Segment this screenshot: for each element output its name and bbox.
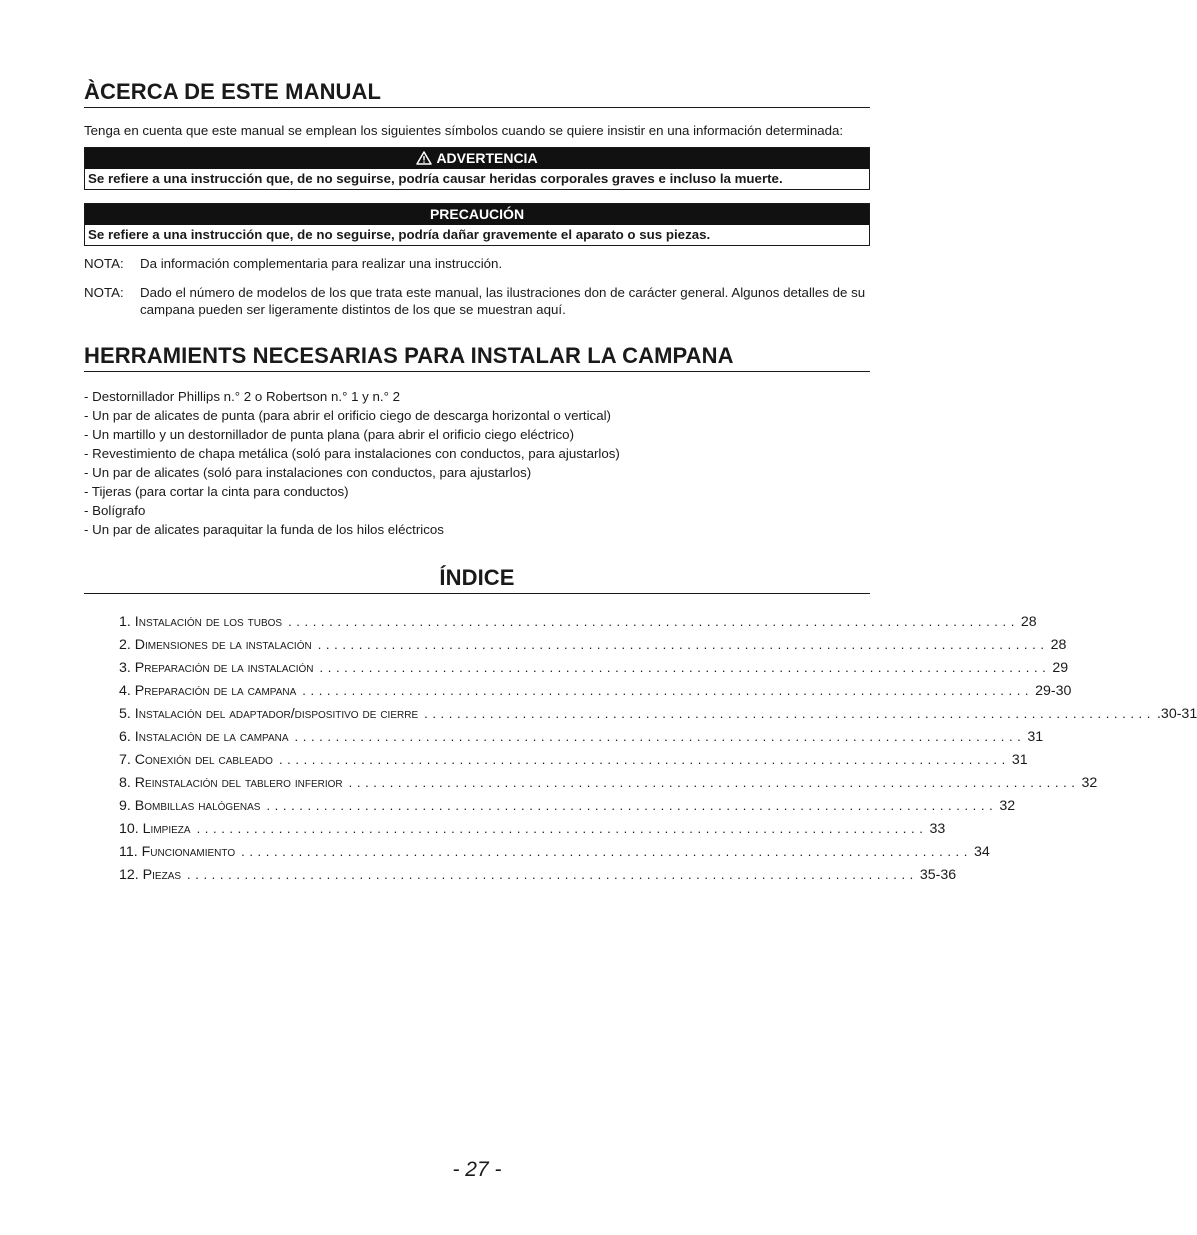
toc-leader: ......................................................................................... xyxy=(348,775,1080,790)
toc-entry[interactable]: 6. Instalación de la campana ......................................................................................... 31 xyxy=(84,725,870,748)
list-item: - Un par de alicates (soló para instalaciones con conductos, para ajustarlos) xyxy=(84,465,532,480)
note-text: Dado el número de modelos de los que trata este manual, las ilustraciones don de carácter general. Algunos detalles de su campana pueden ser ligeramente distintos de los que se muestran aquí. xyxy=(140,285,866,317)
list-item: - Destornillador Phillips n.° 2 o Robertson n.° 1 y n.° 2 xyxy=(84,389,401,404)
toc-page: 28 xyxy=(1020,614,1037,630)
section-heading-about: ÀCERCA DE ESTE MANUAL xyxy=(84,79,870,108)
toc-entry[interactable]: 4. Preparación de la campana ......................................................................................... 29-30 xyxy=(84,679,870,702)
toc-page: 28 xyxy=(1050,637,1067,653)
toc-leader: ......................................................................................... xyxy=(302,683,1034,698)
warning-label: ADVERTENCIA xyxy=(436,150,538,166)
toc-leader: ......................................................................................... xyxy=(187,867,918,882)
toc-page: 32 xyxy=(1081,775,1098,791)
list-item: - Un martillo y un destornillador de punta plana (para abrir el orificio ciego eléctrico) xyxy=(84,427,575,442)
table-of-contents xyxy=(84,610,1197,886)
section-heading-index: ÍNDICE xyxy=(84,565,870,594)
toc-title: Preparación de la instalación xyxy=(134,660,314,676)
toc-title: Funcionamiento xyxy=(141,844,236,860)
toc-entry[interactable]: 5. Instalación del adaptador/dispositivo de cierre ......................................................................................... .30-31 xyxy=(84,702,870,725)
toc-title: Bombillas halógenas xyxy=(134,798,261,814)
toc-leader: ......................................................................................... xyxy=(424,706,1155,721)
toc-entry[interactable]: 9. Bombillas halógenas ......................................................................................... 32 xyxy=(84,794,870,817)
toc-leader: ......................................................................................... xyxy=(278,752,1010,767)
toc-title: Instalación de los tubos xyxy=(134,614,283,630)
toc-title: Instalación de la campana xyxy=(134,729,289,745)
list-item: - Tijeras (para cortar la cinta para conductos) xyxy=(84,484,349,499)
toc-entry[interactable]: 2. Dimensiones de la instalación ......................................................................................... 28 xyxy=(84,633,870,656)
list-item: - Un par de alicates de punta (para abrir el orificio ciego de descarga horizontal o vertical) xyxy=(84,408,611,423)
list-item: - Bolígrafo xyxy=(84,503,146,518)
note-1 xyxy=(84,255,870,272)
intro-text: Tenga en cuenta que este manual se emplean los siguientes símbolos cuando se quiere insistir en una información determinada: xyxy=(84,123,844,138)
toc-entry[interactable]: 12. Piezas ......................................................................................... 35-36 xyxy=(84,863,870,886)
toc-entry[interactable]: 11. Funcionamiento ......................................................................................... 34 xyxy=(84,840,870,863)
toc-title: Instalación del adaptador/dispositivo de cierre xyxy=(134,706,419,722)
toc-entry[interactable]: 7. Conexión del cableado ......................................................................................... 31 xyxy=(84,748,870,771)
note-2 xyxy=(84,284,870,318)
toc-page: 32 xyxy=(999,798,1016,814)
note-label: NOTA: xyxy=(84,256,124,271)
caution-text: Se refiere a una instrucción que, de no seguirse, podría dañar gravemente el aparato o sus piezas. xyxy=(88,227,711,242)
list-item: - Revestimiento de chapa metálica (soló para instalaciones con conductos, para ajustarlos) xyxy=(84,446,620,461)
toc-entry[interactable]: 10. Limpieza ......................................................................................... 33 xyxy=(84,817,870,840)
toc-leader: ......................................................................................... xyxy=(288,614,1019,629)
toc-title: Preparación de la campana xyxy=(134,683,297,699)
warning-box xyxy=(84,147,870,190)
toc-entry[interactable]: 8. Reinstalación del tablero inferior ......................................................................................... 32 xyxy=(84,771,870,794)
note-text: Da información complementaria para realizar una instrucción. xyxy=(140,256,503,271)
list-item: - Un par de alicates paraquitar la funda de los hilos eléctricos xyxy=(84,522,444,537)
toc-leader: ......................................................................................... xyxy=(294,729,1026,744)
toc-leader: ......................................................................................... xyxy=(196,821,928,836)
toc-title: Conexión del cableado xyxy=(134,752,273,768)
toc-title: Dimensiones de la instalación xyxy=(134,637,312,653)
toc-page: 29 xyxy=(1052,660,1069,676)
toc-leader: ......................................................................................... xyxy=(319,660,1051,675)
warning-triangle-icon xyxy=(416,150,432,171)
toc-page: 33 xyxy=(929,821,946,837)
toc-entry[interactable]: 1. Instalación de los tubos ......................................................................................... 28 xyxy=(84,610,870,633)
toc-page: 31 xyxy=(1011,752,1028,768)
toc-title: Reinstalación del tablero inferior xyxy=(134,775,343,791)
caution-header: PRECAUCIÓN xyxy=(85,204,869,225)
toc-page: 31 xyxy=(1027,729,1044,745)
toc-entry[interactable]: 3. Preparación de la instalación ......................................................................................... 29 xyxy=(84,656,870,679)
toc-title: Piezas xyxy=(142,867,182,883)
toc-page: 34 xyxy=(973,844,990,860)
warning-text: Se refiere a una instrucción que, de no seguirse, podría causar heridas corporales graves e incluso la muerte. xyxy=(88,171,783,186)
tools-list xyxy=(84,387,870,539)
page-number: - 27 - xyxy=(452,1158,502,1181)
toc-leader: ......................................................................................... xyxy=(317,637,1049,652)
toc-leader: ......................................................................................... xyxy=(266,798,998,813)
note-label: NOTA: xyxy=(84,285,124,300)
section-heading-tools: HERRAMIENTS NECESARIAS PARA INSTALAR LA CAMPANA xyxy=(84,343,870,372)
toc-page: 35-36 xyxy=(919,867,957,883)
toc-title: Limpieza xyxy=(142,821,191,837)
warning-header xyxy=(85,148,869,169)
caution-box xyxy=(84,203,870,246)
toc-page: .30-31 xyxy=(1156,706,1197,722)
toc-page: 29-30 xyxy=(1035,683,1072,699)
toc-leader: ......................................................................................... xyxy=(241,844,972,859)
